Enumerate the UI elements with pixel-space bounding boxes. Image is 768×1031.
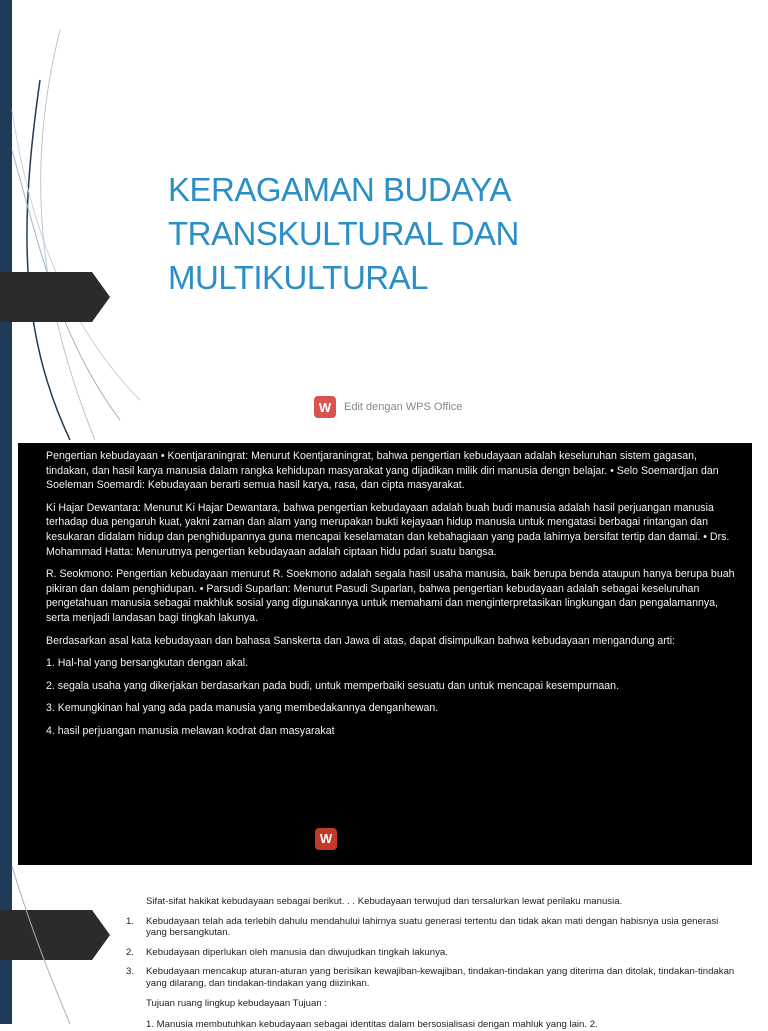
wps-edit-badge[interactable] bbox=[314, 396, 462, 418]
wps-logo-icon: W bbox=[314, 396, 336, 418]
title-slide bbox=[0, 0, 768, 440]
list-item bbox=[126, 947, 736, 959]
slide-body bbox=[126, 896, 736, 1031]
paragraph: Ki Hajar Dewantara: Menurut Ki Hajar Dewantara, bahwa pengertian kebudayaan adalah buah budi manusia adalah hasil perjuangan manusia terhadap dua pengaruh kuat, yakni zaman dan alam yang merupakan bukti kejayaan hidup manusia untuk mengatasi berbagai rintangan dan kesukaran didalam hidup dan penghidupannya guna mencapai keselamatan dan kebahagiaan yang pada lahirnya bersifat tertip dan damai. • Drs. Mohammad Hatta: Menurutnya pengertian kebudayaan adalah ciptaan hidu pdari suatu bangsa. bbox=[46, 501, 730, 558]
paragraph: Berdasarkan asal kata kebudayaan dan bahasa Sanskerta dan Jawa di atas, dapat disimpulkan bahwa kebudayaan mengandung arti: bbox=[46, 634, 675, 647]
title-line: TRANSKULTURAL DAN bbox=[168, 215, 519, 252]
item-text: Kebudayaan telah ada terlebih dahulu mendahului lahirnya suatu generasi tertentu dan tidak akan mati dengan habisnya usia generasi yang bersangkutan. bbox=[146, 915, 719, 939]
list-item: 1. Hal-hal yang bersangkutan dengan akal. bbox=[46, 657, 249, 670]
list-item: 1. Manusia membutuhkan kebudayaan sebagai identitas dalam bersosialisasi dengan mahluk yang lain. 2. bbox=[146, 1019, 598, 1031]
item-text: Kebudayaan diperlukan oleh manusia dan diwujudkan tingkah lakunya. bbox=[146, 946, 448, 958]
title-line: MULTIKULTURAL bbox=[168, 259, 428, 296]
decorative-curves bbox=[0, 0, 140, 440]
decorative-curves bbox=[0, 866, 80, 1024]
content-slide bbox=[18, 443, 752, 865]
item-number: 2. bbox=[126, 946, 135, 958]
item-text: Kebudayaan mencakup aturan-aturan yang berisikan kewajiban-kewajiban, tindakan-tindakan yang diterima dan ditolak, tindakan-tindakan yang dilarang, dan tindakan-tindakan yang diizinkan. bbox=[146, 966, 735, 989]
list-item bbox=[126, 916, 736, 939]
wps-edit-label: Edit dengan WPS Office bbox=[344, 401, 463, 413]
item-number: 1. bbox=[126, 915, 135, 927]
wps-logo-icon[interactable]: W bbox=[315, 828, 337, 850]
list-item bbox=[126, 966, 736, 989]
list-item: 3. Kemungkinan hal yang ada pada manusia yang membedakannya denganhewan. bbox=[46, 702, 439, 715]
title-line: KERAGAMAN BUDAYA bbox=[168, 171, 511, 208]
section-heading: Tujuan ruang lingkup kebudayaan Tujuan : bbox=[146, 997, 327, 1009]
slide-title bbox=[168, 168, 688, 300]
item-number: 3. bbox=[126, 966, 135, 978]
intro-line: Sifat-sifat hakikat kebudayaan sebagai berikut. . . Kebudayaan terwujud dan tersalurkan lewat perilaku manusia. bbox=[146, 896, 623, 907]
paragraph: R. Seokmono: Pengertian kebudayaan menurut R. Soekmono adalah segala hasil usaha manusia, baik berupa benda ataupun hanya berupa buah pikiran dan dalam penghidupan. • Parsudi Suparlan: Menurut Pasudi Suparlan, bahwa pengertian kebudayaan adalah sebagai keseluruhan pengetahuan manusia sebagai makhluk sosial yang digunakannya untuk memahami dan menginterpretasikan lingkungan dan pengalamannya, serta menjadi landasan bagi tingkah lakunya. bbox=[46, 568, 735, 624]
next-slide bbox=[0, 866, 768, 1031]
slide-arrow-tab bbox=[0, 272, 110, 322]
list-item: 2. segala usaha yang dikerjakan berdasarkan pada budi, untuk memperbaiki sesuatu dan untuk mencapai kesempurnaan. bbox=[46, 679, 620, 692]
list-item: 4. hasil perjuangan manusia melawan kodrat dan masyarakat bbox=[46, 724, 335, 737]
paragraph: Pengertian kebudayaan • Koentjaraningrat: Menurut Koentjaraningrat, bahwa pengertian kebudayaan adalah keseluruhan sistem gagasan, tindakan, dan hasil karya manusia dalam rangka kehidupan masyarakat yang dijadikan milik diri manusia dengn belajar. • Selo Soemardjan dan Soeleman Soemardi: Kebudayaan berarti semua hasil karya, rasa, dan cipta masyarakat. bbox=[46, 450, 719, 492]
